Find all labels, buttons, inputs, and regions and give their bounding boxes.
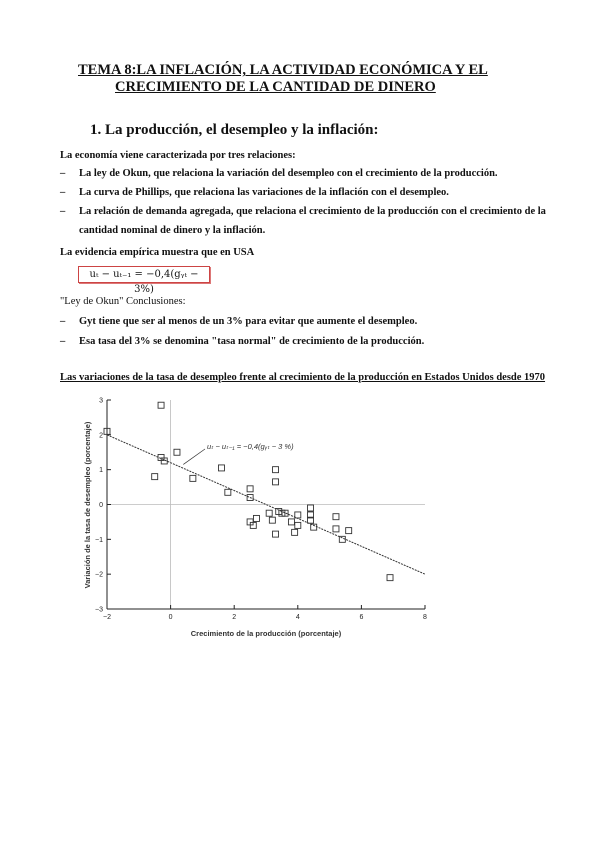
x-tick-label: 8 [423,614,427,621]
y-tick-label: 3 [99,397,103,405]
relation-phillips: La curva de Phillips, que relaciona las variaciones de la inflación con el desempleo. [79,187,449,198]
conclusions-heading: "Ley de Okun" Conclusiones: [60,296,186,307]
data-point [273,531,279,537]
intro-text: La economía viene caracterizada por tres relaciones: [60,150,296,161]
y-axis-label: Variación de la tasa de desempleo (porcentaje) [83,421,92,589]
y-tick-label: −2 [95,571,103,579]
relation-demand: La relación de demanda agregada, que relaciona el crecimiento de la producción con el crecimiento de la [79,206,546,217]
data-point [253,515,259,521]
data-point [387,575,393,581]
evidence-text: La evidencia empírica muestra que en USA [60,247,255,258]
annotation-leader-line [183,449,205,464]
data-point [333,526,339,532]
conclusion-2: Esa tasa del 3% se denomina "tasa normal" de crecimiento de la producción. [79,336,425,347]
data-point [288,519,294,525]
y-tick-label: 0 [99,502,103,509]
bullet-dash: – [60,316,66,327]
data-point [273,467,279,473]
x-axis-label: Crecimiento de la producción (porcentaje) [190,629,342,638]
y-tick-label: −3 [95,606,103,614]
x-tick-label: 4 [295,614,300,621]
x-tick-label: −2 [103,614,111,621]
data-point [269,517,275,523]
data-point [346,528,352,534]
data-point [308,505,314,511]
relation-okun: La ley de Okun, que relaciona la variación del desempleo con el crecimiento de la producción. [79,168,498,179]
bullet-dash: – [60,168,66,179]
chart-caption: Las variaciones de la tasa de desempleo frente al crecimiento de la producción en Estados Unidos desde 1970 [60,372,546,383]
fit-line-annotation: uₜ − uₜ₋₁ = −0,4(gᵧₜ − 3 %) [207,442,294,451]
okun-equation: uₜ − uₜ₋₁ = −0,4(gᵧₜ − 3%) [78,266,210,283]
document-title-line1: TEMA 8:LA INFLACIÓN, LA ACTIVIDAD ECONÓMICA Y EL [78,62,488,78]
data-point [218,465,224,471]
data-point [152,474,158,480]
data-point [266,510,272,516]
data-point [273,479,279,485]
bullet-dash: – [60,187,66,198]
document-title-line2: CRECIMIENTO DE LA CANTIDAD DE DINERO [115,79,436,95]
y-tick-label: −1 [95,536,103,544]
section-heading: 1. La producción, el desempleo y la inflación: [90,122,379,138]
bullet-dash: – [60,206,66,217]
data-point [190,475,196,481]
data-point [174,449,180,455]
data-point [333,514,339,520]
relation-demand-cont: cantidad nominal de dinero y la inflación. [79,225,266,236]
bullet-dash: – [60,336,66,347]
x-tick-label: 0 [168,614,173,621]
data-point [295,522,301,528]
conclusion-1: Gyt tiene que ser al menos de un 3% para evitar que aumente el desempleo. [79,316,418,327]
x-tick-label: 6 [359,614,364,621]
data-point [247,486,253,492]
data-point [225,489,231,495]
x-tick-label: 2 [232,614,237,621]
y-tick-label: 1 [99,467,103,475]
data-point [158,402,164,408]
y-tick-label: 2 [99,432,103,440]
data-point [292,529,298,535]
